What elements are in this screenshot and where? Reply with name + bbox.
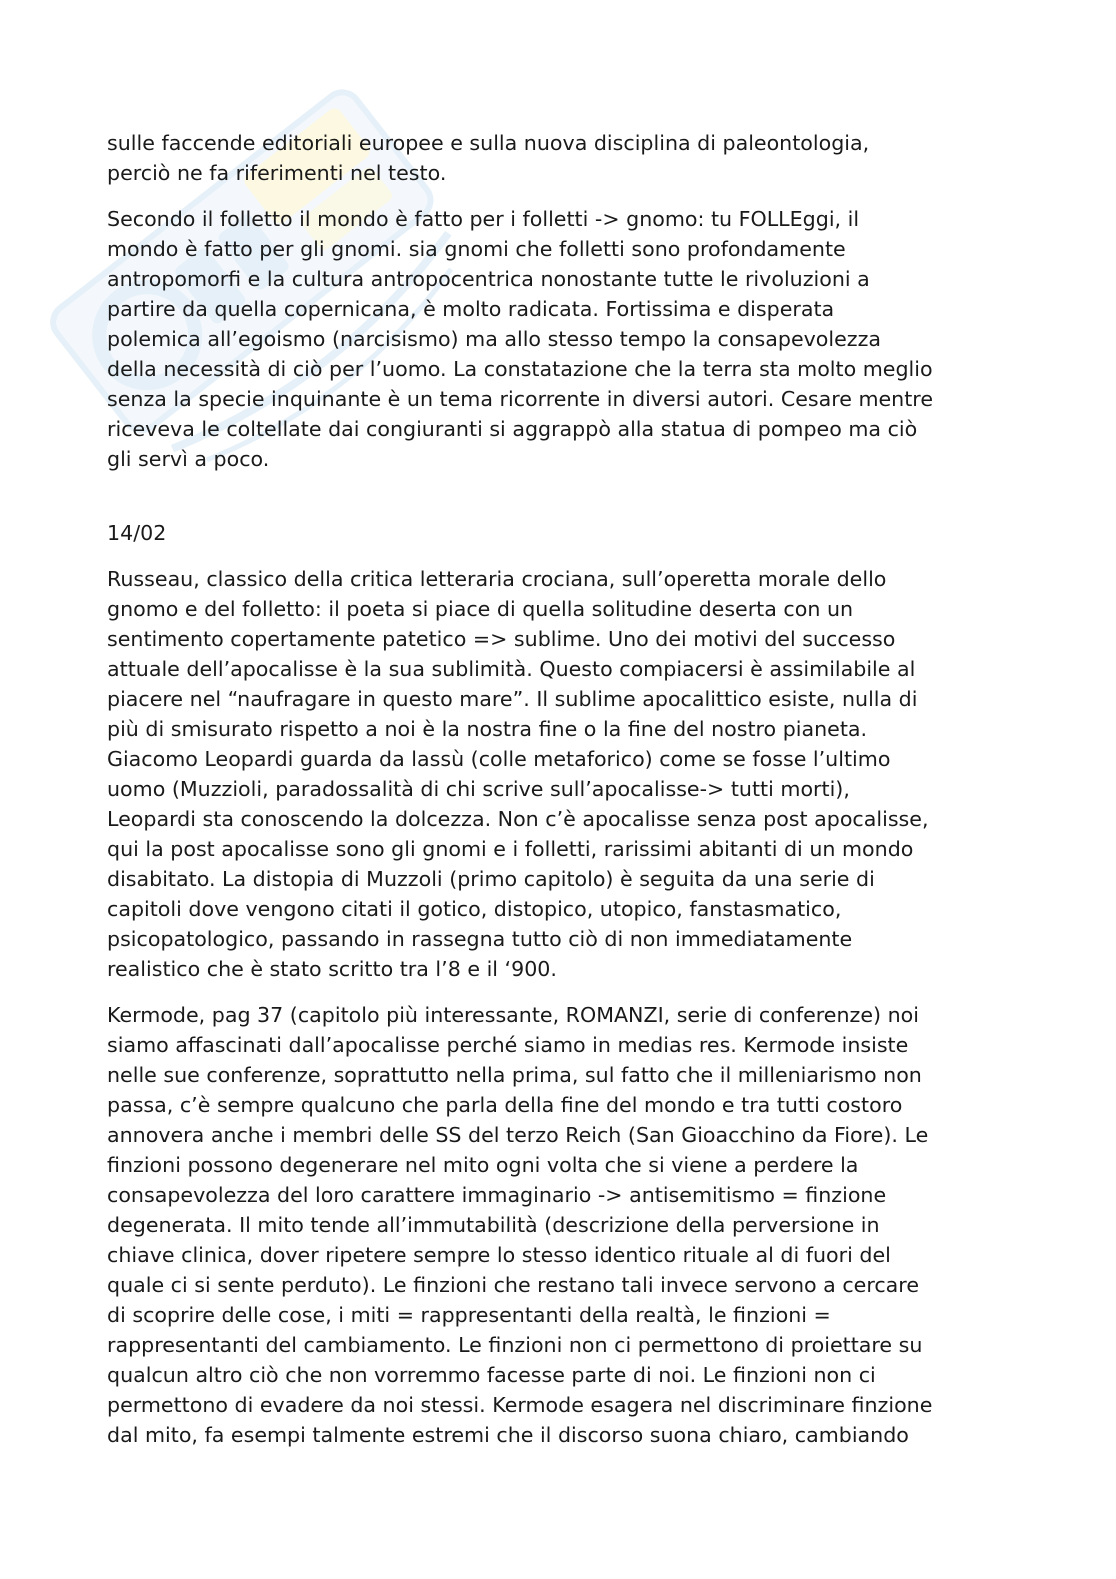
date-heading: 14/02 (107, 521, 167, 545)
paragraph-continuation: sulle faccende editoriali europee e sulla nuova disciplina di paleontologia, perciò ne fa riferimenti nel testo. (107, 131, 870, 185)
paragraph-kermode: Kermode, pag 37 (capitolo più interessante, ROMANZI, serie di conferenze) noi siamo affascinati dall’apocalisse perché siamo in medias res. Kermode insiste nelle sue conferenze, soprattutto nella prima, sul fatto che il milleniarismo non passa, c’è sempre qualcuno che parla della fine del mondo e tra tutti costoro annovera anche i membri delle SS del terzo Reich (San Gioacchino da Fiore). Le finzioni possono degenerare nel mito ogni volta che si viene a perdere la consapevolezza del loro carattere immaginario -> antisemitismo = finzione degenerata. Il mito tende all’immutabilità (descrizione della perversione in chiave clinica, dover ripetere sempre lo stesso identico rituale al di fuori del quale ci si sente perduto). Le finzioni che restano tali invece servono a cercare di scoprire delle cose, i miti = rappresentanti della realtà, le finzioni = rappresentanti del cambiamento. Le finzioni non ci permettono di proiettare su qualcun altro ciò che non vorremmo facesse parte di noi. Le finzioni non ci permettono di evadere da noi stessi. Kermode esagera nel discriminare finzione dal mito, fa esempi talmente estremi che il discorso suona chiaro, cambiando (107, 1003, 933, 1447)
paragraph-folletto-gnomo: Secondo il folletto il mondo è fatto per i folletti -> gnomo: tu FOLLEggi, il mondo è fatto per gli gnomi. sia gnomi che folletti sono profondamente antropomorfi e la cultura antropocentrica nonostante tutte le rivoluzioni a partire da quella copernicana, è molto radicata. Fortissima e disperata polemica all’egoismo (narcisismo) ma allo stesso tempo la consapevolezza della necessità di ciò per l’uomo. La constatazione che la terra sta molto meglio senza la specie inquinante è un tema ricorrente in diversi autori. Cesare mentre riceveva le coltellate dai congiuranti si aggrappò alla statua di pompeo ma ciò gli servì a poco. (107, 207, 933, 471)
document-body (107, 128, 1012, 1466)
paragraph-russeau: Russeau, classico della critica letteraria crociana, sull’operetta morale dello gnomo e del folletto: il poeta si piace di quella solitudine deserta con un sentimento copertamente patetico => sublime. Uno dei motivi del successo attuale dell’apocalisse è la sua sublimità. Questo compiacersi è assimilabile al piacere nel “naufragare in questo mare”. Il sublime apocalittico esiste, nulla di più di smisurato rispetto a noi è la nostra fine o la fine del nostro pianeta. Giacomo Leopardi guarda da lassù (colle metaforico) come se fosse l’ultimo uomo (Muzzioli, paradossalità di chi scrive sull’apocalisse-> tutti morti), Leopardi sta conoscendo la dolcezza. Non c’è apocalisse senza post apocalisse, qui la post apocalisse sono gli gnomi e i folletti, rarissimi abitanti di un mondo disabitato. La distopia di Muzzoli (primo capitolo) è seguita da una serie di capitoli dove vengono citati il gotico, distopico, utopico, fanstasmatico, psicopatologico, passando in rassegna tutto ciò di non immediatamente realistico che è stato scritto tra l’8 e il ‘900. (107, 567, 929, 981)
